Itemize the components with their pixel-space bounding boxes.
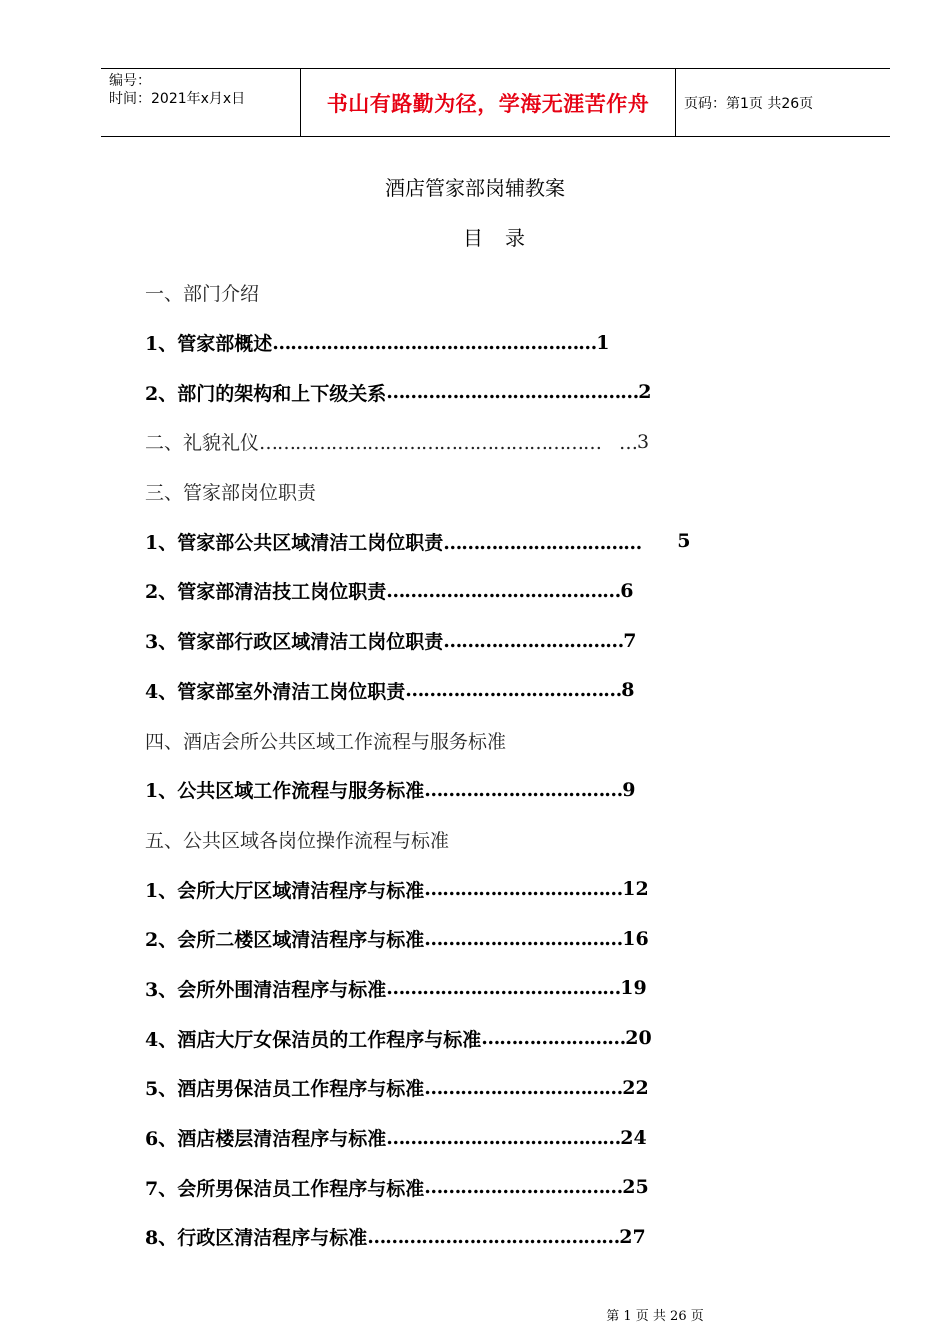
toc-entry: 二、礼貌礼仪 ………………………………………………… … 3 [145, 430, 650, 455]
toc-entry: 2、部门的架构和上下级关系 …………………………………… 2 [145, 381, 652, 405]
toc-heading-part-b: 录 [505, 226, 527, 250]
toc-entry: 五、公共区域各岗位操作流程与标准 [145, 829, 450, 852]
document-number-label: 编号： [109, 73, 151, 89]
toc-entry: 一、部门介绍 [145, 283, 260, 306]
toc-heading-part-a: 目 [463, 226, 485, 250]
toc-entry: 2、管家部清洁技工岗位职责 ………………………………… 6 [145, 579, 634, 604]
toc-entry: 6、酒店楼层清洁程序与标准 ………………………………… 24 [145, 1126, 647, 1151]
toc-entry: 2、会所二楼区域清洁程序与标准 …………………………… 16 [145, 927, 649, 952]
document-title: 酒店管家部岗辅教案 [385, 176, 565, 200]
toc-entry: 1、会所大厅区域清洁程序与标准 …………………………… 12 [145, 878, 649, 902]
toc-entry: 8、行政区清洁程序与标准 …………………………………… 27 [145, 1225, 646, 1250]
toc-entry: 4、酒店大厅女保洁员的工作程序与标准 …………………… 20 [145, 1027, 652, 1051]
header-page-info: 页码：第1页 共26页 [684, 95, 814, 112]
header-meta [101, 69, 301, 136]
toc-entry: 1、管家部公共区域清洁工岗位职责 …………………………… 5 [145, 530, 691, 554]
table-of-contents [145, 268, 765, 1262]
toc-entry: 4、管家部室外清洁工岗位职责 ……………………………… 8 [145, 679, 635, 703]
toc-entry: 四、酒店会所公共区域工作流程与服务标准 [145, 730, 507, 753]
toc-entry: 3、管家部行政区域清洁工岗位职责 ………………………… 7 [145, 629, 637, 654]
page-footer: 第 1 页 共 26 页 [606, 1309, 704, 1324]
toc-entry: 三、管家部岗位职责 [145, 482, 317, 505]
toc-entry: 1、公共区域工作流程与服务标准 …………………………… 9 [145, 778, 636, 803]
header-motto: 书山有路勤为径，学海无涯苦作舟 [301, 69, 676, 136]
toc-entry: 5、酒店男保洁员工作程序与标准 …………………………… 22 [145, 1076, 649, 1101]
page-header [101, 68, 890, 137]
document-time-label: 时间：2021年x月x日 [109, 91, 246, 107]
toc-entry: 7、会所男保洁员工作程序与标准 …………………………… 25 [145, 1176, 649, 1200]
toc-entry: 3、会所外围清洁程序与标准 ………………………………… 19 [145, 977, 647, 1001]
toc-heading [0, 222, 950, 251]
toc-entry: 1、管家部概述 ……………………………………………… 1 [145, 331, 610, 356]
